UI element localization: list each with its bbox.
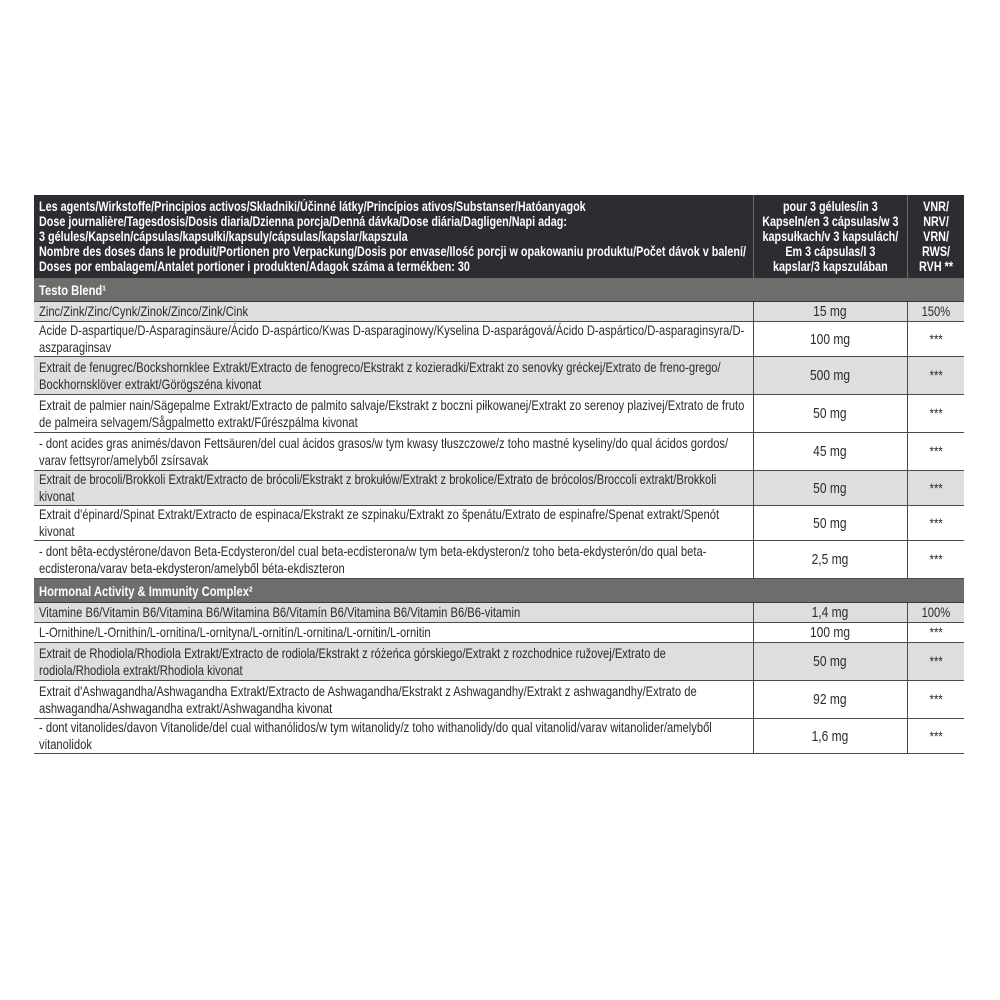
table-row	[34, 395, 964, 433]
table-row	[34, 506, 964, 541]
table-row	[34, 471, 964, 506]
ingredient-nrv: ***	[907, 506, 964, 541]
table-row	[34, 603, 964, 623]
section-header-row	[34, 579, 964, 603]
table-header-row	[34, 195, 964, 278]
header-line: 3 gélules/Kapseln/cápsulas/kapsułki/kapsuly/cápsulas/kapslar/kapszula	[39, 229, 408, 244]
table-row	[34, 719, 964, 754]
ingredient-nrv: ***	[907, 322, 964, 357]
ingredient-nrv: ***	[907, 719, 964, 754]
table-row	[34, 322, 964, 357]
ingredients-column-header	[34, 195, 753, 278]
dose-header-line: pour 3 gélules/in 3	[782, 199, 878, 214]
ingredient-nrv: ***	[907, 681, 964, 719]
ingredient-amount: 1,6 mg	[753, 719, 907, 754]
ingredient-amount: 15 mg	[753, 302, 907, 322]
ingredient-amount: 2,5 mg	[753, 541, 907, 579]
nrv-header-line: NRV/	[922, 214, 949, 229]
table-row	[34, 357, 964, 395]
ingredient-name: Acide D-aspartique/D-Asparaginsäure/Ácido D-aspártico/Kwas D-asparaginowy/Kyselina D-asparágová/Ácido D-aspártico/D-asparaginsyra/D-aszparaginsav	[34, 322, 753, 357]
table-row	[34, 433, 964, 471]
header-line: Les agents/Wirkstoffe/Principios activos/Składniki/Účinné látky/Princípios ativos/Substanser/Hatóanyagok	[39, 199, 586, 214]
dose-header-line: kapsułkach/v 3 kapsulách/	[762, 229, 898, 244]
table-row	[34, 643, 964, 681]
ingredient-amount: 50 mg	[753, 643, 907, 681]
table-row	[34, 541, 964, 579]
dose-header-line: Kapseln/en 3 cápsulas/w 3	[761, 214, 899, 229]
ingredient-name: Extrait de palmier nain/Sägepalme Extrakt/Extracto de palmito salvaje/Ekstrakt z boczni piłkowanej/Extrakt zo serenoy plazivej/Extrato de fruto de palmeira selvagem/Sågpalmetto extrakt/Fűrészpálma kivonat	[34, 395, 753, 433]
ingredient-amount: 100 mg	[753, 623, 907, 643]
ingredient-amount: 50 mg	[753, 395, 907, 433]
ingredient-nrv: ***	[907, 395, 964, 433]
nrv-header-line: VNR/	[922, 199, 949, 214]
nrv-header-line: RWS/	[921, 244, 950, 259]
ingredient-nrv: ***	[907, 471, 964, 506]
ingredient-nrv: ***	[907, 357, 964, 395]
ingredient-name: - dont acides gras animés/davon Fettsäuren/del cual ácidos grasos/w tym kwasy tłuszczowe/z toho mastné kyseliny/do qual ácidos gordos/ varav fettsyror/amelyből zsírsavak	[34, 433, 753, 471]
nrv-header-line: VRN/	[922, 229, 949, 244]
ingredient-amount: 92 mg	[753, 681, 907, 719]
ingredient-amount: 100 mg	[753, 322, 907, 357]
table-row	[34, 681, 964, 719]
section-title: Hormonal Activity & Immunity Complex²	[34, 579, 964, 603]
ingredient-name: Vitamine B6/Vitamin B6/Vitamina B6/Witamina B6/Vitamín B6/Vitamina B6/Vitamin B6/B6-vitamin	[34, 603, 753, 623]
ingredient-name: Extrait d'épinard/Spinat Extrakt/Extracto de espinaca/Ekstrakt ze szpinaku/Extrakt zo špenátu/Extrato de espinafre/Spenat extrakt/Spenót kivonat	[34, 506, 753, 541]
section-header-row	[34, 278, 964, 302]
ingredient-name: - dont vitanolides/davon Vitanolide/del cual withanólidos/w tym witanolidy/z toho withanolidy/do qual vitanolid/varav witanolider/amelyből vitanolidok	[34, 719, 753, 754]
table-row	[34, 302, 964, 322]
ingredient-name: Extrait de brocoli/Brokkoli Extrakt/Extracto de brócoli/Ekstrakt z brokułów/Extrakt z brokolice/Extrato de brócolos/Broccoli extrakt/Brokkoli kivonat	[34, 471, 753, 506]
ingredient-nrv: ***	[907, 433, 964, 471]
ingredient-nrv: ***	[907, 541, 964, 579]
ingredient-amount: 50 mg	[753, 506, 907, 541]
ingredient-name: Extrait d'Ashwagandha/Ashwagandha Extrakt/Extracto de Ashwagandha/Ekstrakt z Ashwagandhy/Extrakt z ashwagandhy/Extrato de ashwagandha/Ashwagandha extrakt/Ashwagandha kivonat	[34, 681, 753, 719]
nrv-header-line: RVH **	[918, 259, 953, 274]
dose-header-line: kapslar/3 kapszulában	[772, 259, 888, 274]
ingredient-name: L-Ornithine/L-Ornithin/L-ornitina/L-ornityna/L-ornitín/L-ornitina/L-ornitin/L-ornitin	[34, 623, 753, 643]
ingredient-amount: 50 mg	[753, 471, 907, 506]
ingredient-name: Zinc/Zink/Zinc/Cynk/Zinok/Zinco/Zink/Cink	[34, 302, 753, 322]
dose-column-header	[753, 195, 907, 278]
ingredient-nrv: 150%	[907, 302, 964, 322]
ingredient-amount: 1,4 mg	[753, 603, 907, 623]
ingredient-amount: 500 mg	[753, 357, 907, 395]
ingredient-nrv: ***	[907, 623, 964, 643]
section-title: Testo Blend¹	[34, 278, 964, 302]
ingredient-name: Extrait de fenugrec/Bockshornklee Extrakt/Extracto de fenogreco/Ekstrakt z kozieradki/Extrakt zo senovky gréckej/Extrato de freno-grego/ Bockhornsklöver extrakt/Görögszéna kivonat	[34, 357, 753, 395]
header-line: Nombre des doses dans le produit/Portionen pro Verpackung/Dosis por envase/Ilość porcji w opakowaniu produktu/Počet dávok v balení/	[39, 244, 746, 259]
header-line: Dose journalière/Tagesdosis/Dosis diaria/Dzienna porcja/Denná dávka/Dose diária/Dagligen/Napi adag:	[39, 214, 567, 229]
header-line: Doses por embalagem/Antalet portioner i produkten/Adagok száma a termékben: 30	[39, 259, 470, 274]
ingredient-amount: 45 mg	[753, 433, 907, 471]
ingredient-nrv: 100%	[907, 603, 964, 623]
ingredient-name: - dont bêta-ecdystérone/davon Beta-Ecdysteron/del cual beta-ecdisterona/w tym beta-ekdysteron/z toho beta-ekdysterón/do qual beta-ecdisterona/varav beta-ekdysteron/amelyből béta-ekdiszteron	[34, 541, 753, 579]
ingredient-name: Extrait de Rhodiola/Rhodiola Extrakt/Extracto de rodiola/Ekstrakt z różeńca górskiego/Extrakt z rozchodnice ružovej/Extrato de rodiola/Rhodiola extrakt/Rhodiola kivonat	[34, 643, 753, 681]
ingredient-nrv: ***	[907, 643, 964, 681]
nrv-column-header	[907, 195, 964, 278]
dose-header-line: Em 3 cápsulas/I 3	[784, 244, 876, 259]
supplement-facts-table	[34, 195, 964, 754]
table-row	[34, 623, 964, 643]
